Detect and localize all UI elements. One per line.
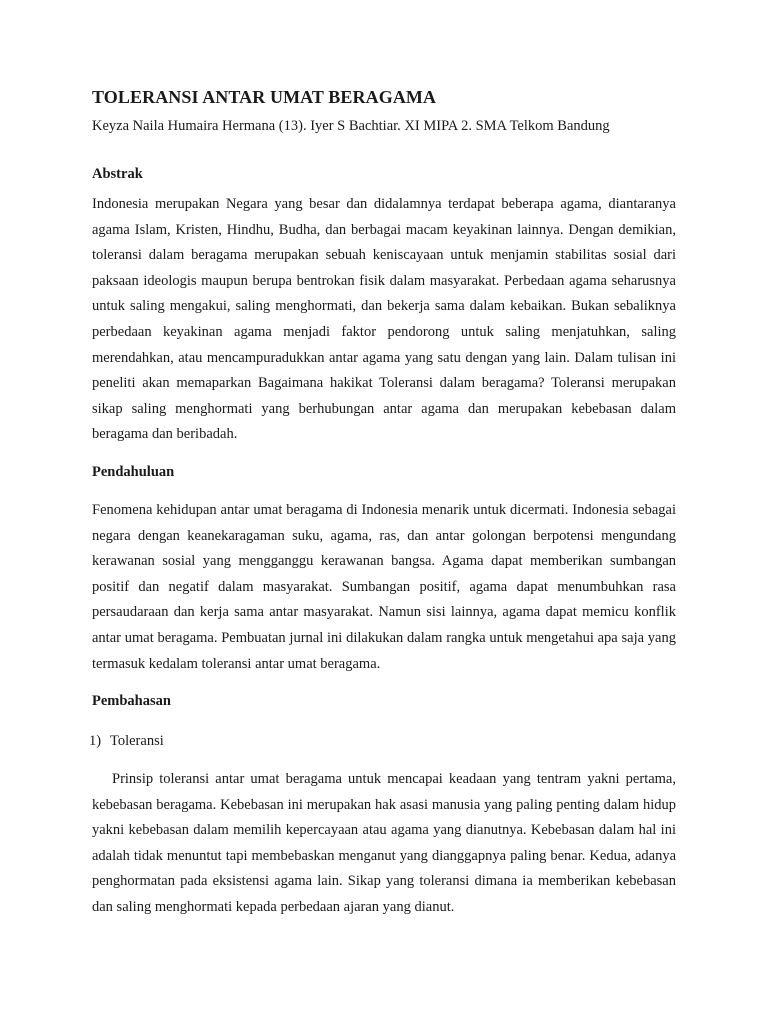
abstract-heading: Abstrak — [92, 166, 143, 182]
abstract-paragraph: Indonesia merupakan Negara yang besar dan didalamnya terdapat beberapa agama, diantaranya agama Islam, Kristen, Hindhu, Budha, dan berbagai macam keyakinan lainnya. Dengan demikian, toleransi dalam beragama merupakan sebuah keniscayaan untuk menjamin stabilitas sosial dari paksaan ideologis maupun berupa bentrokan fisik dalam masyarakat. Perbedaan agama seharusnya untuk saling mengakui, saling menghormati, dan bekerja sama dalam kebaikan. Bukan sebaliknya perbedaan keyakinan agama menjadi faktor pendorong untuk saling menjatuhkan, saling merendahkan, atau mencampuradukkan antar agama yang satu dengan yang lain. Dalam tulisan ini peneliti akan memaparkan Bagaimana hakikat Toleransi dalam beragama? Toleransi merupakan sikap saling menghormati yang berhubungan antar agama dan merupakan kebebasan dalam beragama dan beribadah. — [92, 196, 676, 443]
tolerance-paragraph: Prinsip toleransi antar umat beragama untuk mencapai keadaan yang tentram yakni pertama, kebebasan beragama. Kebebasan ini merupakan hak asasi manusia yang paling penting dalam hidup yakni kebebasan dalam memilih kepercayaan atau agama yang dianutnya. Kebebasan dalam hal ini adalah tidak menuntut tapi membebaskan menganut yang dianggapnya paling benar. Kedua, adanya penghormatan pada eksistensi agama lain. Sikap yang toleransi dimana ia memberikan kebebasan dan saling menghormati kepada perbedaan ajaran yang dianut. — [92, 771, 676, 916]
item-title: Toleransi — [110, 733, 164, 750]
introduction-paragraph: Fenomena kehidupan antar umat beragama di Indonesia menarik untuk dicermati. Indonesia sebagai negara dengan keanekaragaman suku, agama, ras, dan antar golongan berpotensi mengundang kerawanan sosial yang mengganggu kerawanan bangsa. Agama dapat memberikan sumbangan positif dan negatif dalam masyarakat. Sumbangan positif, agama dapat menumbuhkan rasa persaudaraan dan kerja sama antar masyarakat. Namun sisi lainnya, agama dapat memicu konflik antar umat beragama. Pembuatan jurnal ini dilakukan dalam rangka untuk mengetahui apa saja yang termasuk kedalam toleransi antar umat beragama. — [92, 501, 676, 672]
document-page — [89, 86, 676, 921]
document-title: TOLERANSI ANTAR UMAT BERAGAMA — [92, 87, 437, 107]
numbered-subheading — [89, 731, 676, 751]
introduction-heading: Pendahuluan — [92, 463, 175, 480]
item-number: 1) — [89, 733, 102, 750]
author-line: Keyza Naila Humaira Hermana (13). Iyer S Bachtiar. XI MIPA 2. SMA Telkom Bandung — [92, 118, 610, 134]
discussion-heading: Pembahasan — [92, 693, 171, 710]
